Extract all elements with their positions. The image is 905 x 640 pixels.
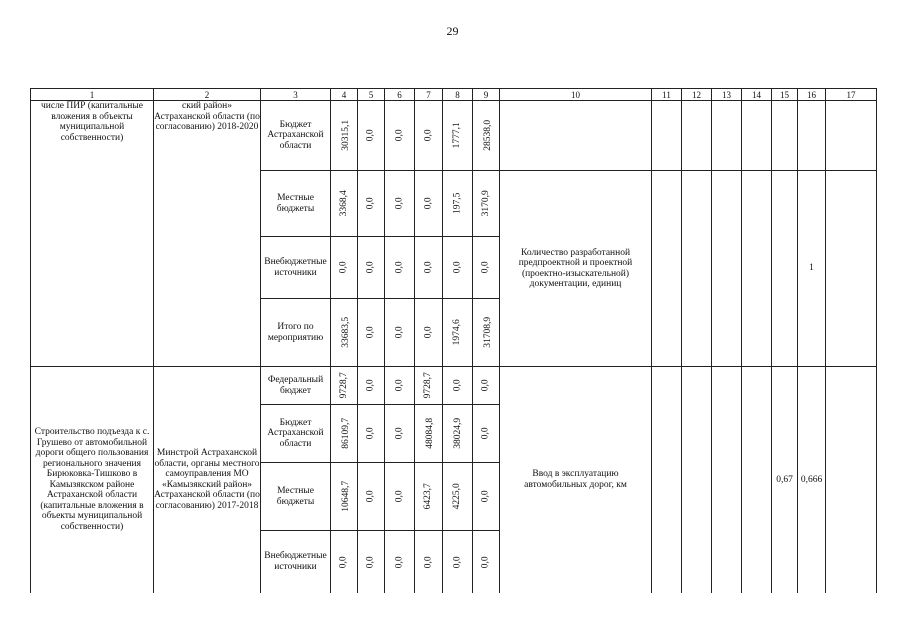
table-row: [31, 101, 877, 171]
value-cell: 6423,7: [415, 463, 443, 531]
value-cell: 0,0: [385, 463, 415, 531]
value-cell: 0,0: [358, 463, 385, 531]
funding-source: Внебюджетные источники: [261, 237, 331, 299]
header-row: [31, 89, 877, 101]
funding-source: Итого по мероприятию: [261, 299, 331, 367]
value-cell: 0,0: [385, 299, 415, 367]
header-col-7: 7: [415, 89, 443, 101]
funding-source: Местные бюджеты: [261, 463, 331, 531]
value-cell: 0,0: [415, 171, 443, 237]
value-cell: 0,0: [473, 531, 500, 593]
indicator-name: Ввод в эксплуатацию автомобильных дорог, км: [500, 367, 652, 593]
value-cell: 0,0: [358, 237, 385, 299]
header-col-10: 10: [500, 89, 652, 101]
value-cell: 0,0: [473, 367, 500, 405]
value-cell: 31708,9: [473, 299, 500, 367]
table-row: [31, 367, 877, 405]
indicator-value-col15: 0,67: [772, 367, 798, 593]
header-col-2: 2: [154, 89, 261, 101]
value-cell: 0,0: [358, 101, 385, 171]
funding-source: Местные бюджеты: [261, 171, 331, 237]
indicator-value-col16: 1: [798, 171, 826, 367]
responsible-executor: ский район» Астраханской области (по согласованию) 2018-2020: [154, 101, 261, 367]
value-cell: 0,0: [415, 101, 443, 171]
indicator-value-col16: 0,666: [798, 367, 826, 593]
header-col-3: 3: [261, 89, 331, 101]
value-cell: 0,0: [473, 463, 500, 531]
funding-source: Внебюджетные источники: [261, 531, 331, 593]
value-cell: 0,0: [358, 171, 385, 237]
value-cell: 86109,7: [331, 405, 358, 463]
value-cell: 0,0: [415, 299, 443, 367]
value-cell: 0,0: [385, 237, 415, 299]
program-table: [30, 88, 877, 593]
value-cell: 9728,7: [331, 367, 358, 405]
value-cell: 0,0: [443, 237, 473, 299]
value-cell: 48084,8: [415, 405, 443, 463]
value-cell: 0,0: [415, 237, 443, 299]
value-cell: 4225,0: [443, 463, 473, 531]
header-col-4: 4: [331, 89, 358, 101]
value-cell: 0,0: [385, 101, 415, 171]
funding-source: Бюджет Астраханской области: [261, 101, 331, 171]
funding-source: Бюджет Астраханской области: [261, 405, 331, 463]
indicator-name: Количество разработанной предпроектной и проектной (проектно-изыскательной) документации, единиц: [500, 171, 652, 367]
value-cell: 0,0: [358, 299, 385, 367]
value-cell: 0,0: [443, 531, 473, 593]
value-cell: 0,0: [385, 531, 415, 593]
header-col-14: 14: [742, 89, 772, 101]
value-cell: 197,5: [443, 171, 473, 237]
value-cell: 3368,4: [331, 171, 358, 237]
value-cell: 0,0: [443, 367, 473, 405]
header-col-5: 5: [358, 89, 385, 101]
header-col-12: 12: [682, 89, 712, 101]
responsible-executor: Минстрой Астраханской области, органы местного самоуправления МО «Камызякский район» Астраханской области (по согласованию) 2017-2018: [154, 367, 261, 593]
value-cell: 28538,0: [473, 101, 500, 171]
header-col-11: 11: [652, 89, 682, 101]
measure-description: Строительство подъезда к с. Грушево от автомобильной дороги общего пользования регионального значения Бирюковка-Тишково в Камызякском районе Астраханской области (капитальные вложения в объекты муниципальной собственности): [31, 367, 154, 593]
value-cell: 0,0: [358, 367, 385, 405]
header-col-8: 8: [443, 89, 473, 101]
value-cell: 9728,7: [415, 367, 443, 405]
value-cell: 0,0: [385, 405, 415, 463]
value-cell: 0,0: [331, 237, 358, 299]
value-cell: 0,0: [415, 531, 443, 593]
value-cell: 0,0: [385, 171, 415, 237]
header-col-6: 6: [385, 89, 415, 101]
value-cell: 0,0: [358, 531, 385, 593]
header-col-1: 1: [31, 89, 154, 101]
header-col-13: 13: [712, 89, 742, 101]
value-cell: 0,0: [473, 405, 500, 463]
measure-description: числе ПИР (капитальные вложения в объекты муниципальной собственности): [31, 101, 154, 367]
header-col-17: 17: [826, 89, 877, 101]
value-cell: 0,0: [385, 367, 415, 405]
value-cell: 10648,7: [331, 463, 358, 531]
value-cell: 33683,5: [331, 299, 358, 367]
value-cell: 0,0: [473, 237, 500, 299]
value-cell: 3170,9: [473, 171, 500, 237]
header-col-9: 9: [473, 89, 500, 101]
value-cell: 0,0: [358, 405, 385, 463]
header-col-16: 16: [798, 89, 826, 101]
value-cell: 38024,9: [443, 405, 473, 463]
funding-source: Федеральный бюджет: [261, 367, 331, 405]
value-cell: 0,0: [331, 531, 358, 593]
page-number: 29: [446, 24, 459, 38]
header-col-15: 15: [772, 89, 798, 101]
value-cell: 30315,1: [331, 101, 358, 171]
value-cell: 1777,1: [443, 101, 473, 171]
indicator-cell: [500, 101, 652, 171]
value-cell: 1974,6: [443, 299, 473, 367]
